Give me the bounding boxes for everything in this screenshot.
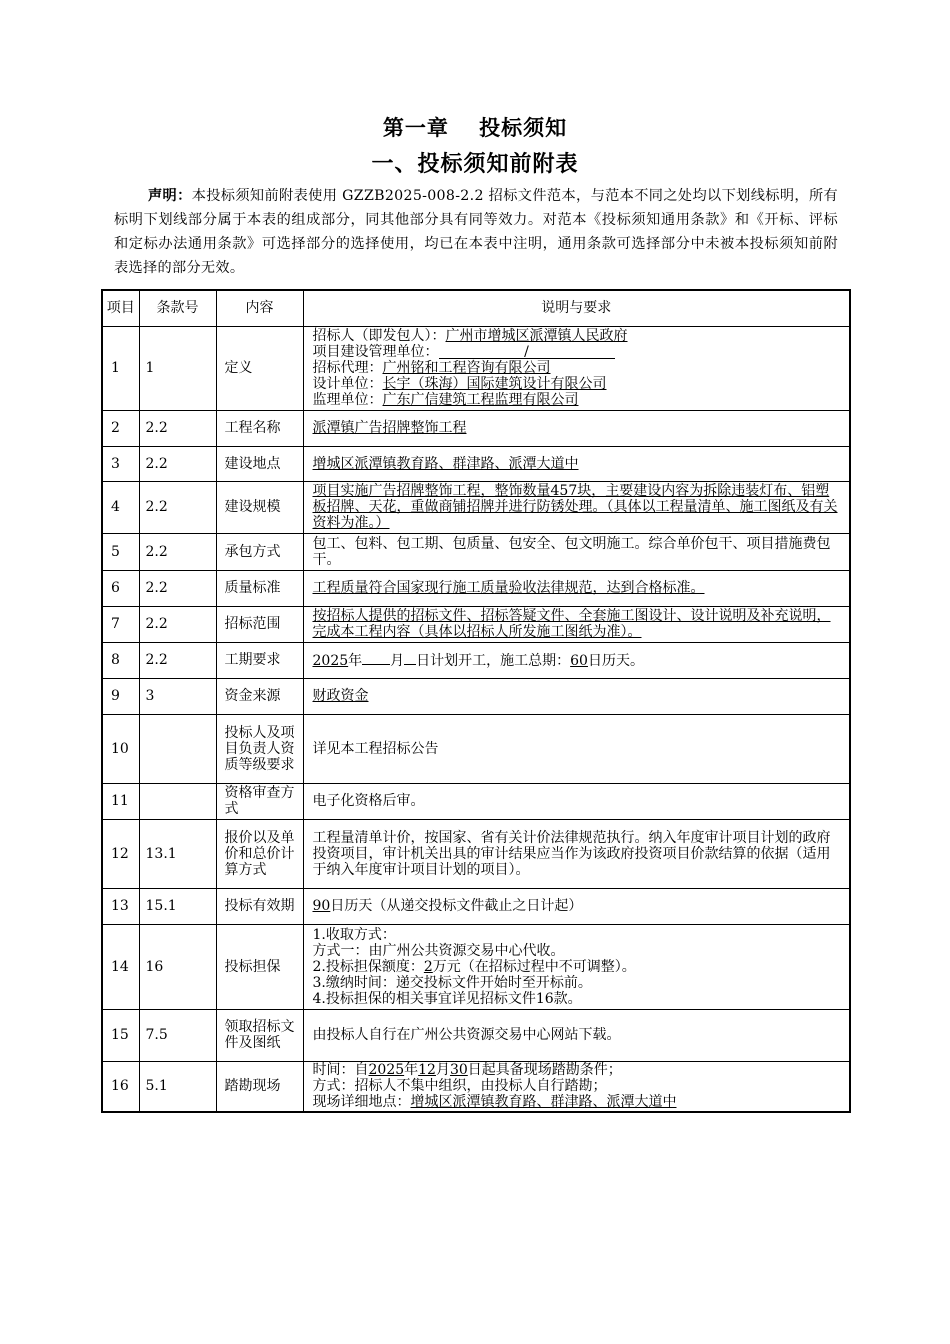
row-item: 建设地点 — [216, 446, 303, 481]
row-requirement: 增城区派潭镇教育路、群津路、派潭大道中 — [303, 446, 850, 481]
row-no: 5 — [102, 533, 139, 570]
row-item: 报价以及单价和总价计算方式 — [216, 819, 303, 888]
row-requirement: 工程质量符合国家现行施工质量验收法律规范，达到合格标准。 — [303, 570, 850, 606]
row-no: 9 — [102, 678, 139, 714]
row-clause: 16 — [139, 924, 216, 1009]
header-no: 项目 — [102, 290, 139, 326]
row-requirement: 详见本工程招标公告 — [303, 714, 850, 783]
row-no: 10 — [102, 714, 139, 783]
row-item: 投标人及项目负责人资质等级要求 — [216, 714, 303, 783]
table-row — [102, 606, 850, 642]
row-no: 3 — [102, 446, 139, 481]
row-no: 13 — [102, 888, 139, 924]
row-no: 4 — [102, 481, 139, 533]
table-row — [102, 410, 850, 446]
design-unit-value: 长宇（珠海）国际建筑设计有限公司 — [382, 376, 607, 392]
row-clause — [139, 714, 216, 783]
row-no: 1 — [102, 326, 139, 410]
header-requirement: 说明与要求 — [303, 290, 850, 326]
row-clause: 7.5 — [139, 1009, 216, 1061]
row-item: 踏勘现场 — [216, 1061, 303, 1112]
row-requirement: 由投标人自行在广州公共资源交易中心网站下载。 — [303, 1009, 850, 1061]
row-item: 投标有效期 — [216, 888, 303, 924]
row-requirement: 电子化资格后审。 — [303, 783, 850, 819]
chapter-title: 第一章 投标须知 — [382, 115, 568, 140]
row-item: 资金来源 — [216, 678, 303, 714]
row-item: 质量标准 — [216, 570, 303, 606]
bid-notice-table — [101, 289, 851, 1113]
declaration-label: 声明： — [148, 188, 192, 204]
row-clause: 2.2 — [139, 533, 216, 570]
row-requirement: 按招标人提供的招标文件、招标答疑文件、全套施工图设计、设计说明及补充说明，完成本工程内容（具体以招标人所发施工图纸为准）。 — [303, 606, 850, 642]
row-requirement: 1.收取方式： 方式一：由广州公共资源交易中心代收。 2.投标担保额度：2万元（在招标过程中不可调整）。 3.缴纳时间：递交投标文件开始时至开标前。 4.投标担保的相关事宜详见招标文件16款。 — [303, 924, 850, 1009]
row-clause: 2.2 — [139, 446, 216, 481]
row-clause — [139, 783, 216, 819]
table-row — [102, 1009, 850, 1061]
table-row — [102, 714, 850, 783]
table-row — [102, 533, 850, 570]
row-item: 工程名称 — [216, 410, 303, 446]
row-requirement: 包工、包料、包工期、包质量、包安全、包文明施工。综合单价包干、项目措施费包干。 — [303, 533, 850, 570]
row-no: 12 — [102, 819, 139, 888]
row-clause: 2.2 — [139, 606, 216, 642]
row-no: 6 — [102, 570, 139, 606]
table-row — [102, 1061, 850, 1112]
row-clause: 2.2 — [139, 410, 216, 446]
row-requirement: 派潭镇广告招牌整饰工程 — [303, 410, 850, 446]
row-item: 承包方式 — [216, 533, 303, 570]
row-no: 2 — [102, 410, 139, 446]
row-requirement: 时间：自2025年12月30日起具备现场踏勘条件； 方式：招标人不集中组织，由投标人自行踏勘； 现场详细地点：增城区派潭镇教育路、群津路、派潭大道中 — [303, 1061, 850, 1112]
row-item: 资格审查方式 — [216, 783, 303, 819]
row-clause: 15.1 — [139, 888, 216, 924]
table-row — [102, 783, 850, 819]
declaration-text: 本投标须知前附表使用 GZZB2025-008-2.2 招标文件范本，与范本不同之处均以下划线标明，所有标明下划线部分属于本表的组成部分，同其他部分具有同等效力。对范本《投标须知通用条款》和《开标、评标和定标办法通用条款》可选择部分的选择使用，均已在本表中注明，通用条款可选择部分中未被本投标须知前附表选择的部分无效。 — [114, 188, 838, 276]
header-clause: 条款号 — [139, 290, 216, 326]
row-requirement: 财政资金 — [303, 678, 850, 714]
row-no: 8 — [102, 642, 139, 678]
row-item: 投标担保 — [216, 924, 303, 1009]
row-item: 领取招标文件及图纸 — [216, 1009, 303, 1061]
table-row — [102, 570, 850, 606]
table-row — [102, 819, 850, 888]
row-clause: 2.2 — [139, 570, 216, 606]
row-item: 定义 — [216, 326, 303, 410]
row-clause: 2.2 — [139, 481, 216, 533]
table-row — [102, 888, 850, 924]
row-clause: 13.1 — [139, 819, 216, 888]
row-clause: 2.2 — [139, 642, 216, 678]
row-no: 11 — [102, 783, 139, 819]
declaration-paragraph — [114, 184, 838, 280]
row-no: 15 — [102, 1009, 139, 1061]
section-title: 一、投标须知前附表 — [371, 151, 579, 177]
table-row — [102, 642, 850, 678]
table-row — [102, 326, 850, 410]
row-clause: 1 — [139, 326, 216, 410]
agent-value: 广州铭和工程咨询有限公司 — [382, 360, 551, 376]
tenderer-value: 广州市增城区派潭镇人民政府 — [445, 328, 628, 344]
table-row — [102, 924, 850, 1009]
row-no: 7 — [102, 606, 139, 642]
table-row — [102, 678, 850, 714]
row-requirement: 招标人（即发包人）：广州市增城区派潭镇人民政府 项目建设管理单位： / 招标代理：广州铭和工程咨询有限公司 设计单位：长宇（珠海）国际建筑设计有限公司 监理单位：广东广信建筑工程监理有限公司 — [303, 326, 850, 410]
row-clause: 5.1 — [139, 1061, 216, 1112]
row-no: 16 — [102, 1061, 139, 1112]
row-clause: 3 — [139, 678, 216, 714]
row-requirement: 项目实施广告招牌整饰工程，整饰数量457块，主要建设内容为拆除违装灯布、铝塑板招牌、天花，重做商铺招牌并进行防锈处理。（具体以工程量清单、施工图纸及有关资料为准。） — [303, 481, 850, 533]
row-requirement: 90日历天（从递交投标文件截止之日计起） — [303, 888, 850, 924]
row-no: 14 — [102, 924, 139, 1009]
row-item: 工期要求 — [216, 642, 303, 678]
row-item: 建设规模 — [216, 481, 303, 533]
header-item: 内容 — [216, 290, 303, 326]
row-requirement: 工程量清单计价，按国家、省有关计价法律规范执行。纳入年度审计项目计划的政府投资项目，审计机关出具的审计结果应当作为该政府投资项目价款结算的依据（适用于纳入年度审计项目计划的项目）。 — [303, 819, 850, 888]
table-header-row — [102, 290, 850, 326]
management-unit-value: / — [439, 344, 615, 359]
row-requirement: 2025年 月 日计划开工，施工总期：60日历天。 — [303, 642, 850, 678]
table-row — [102, 446, 850, 481]
row-item: 招标范围 — [216, 606, 303, 642]
table-row — [102, 481, 850, 533]
supervision-unit-value: 广东广信建筑工程监理有限公司 — [382, 392, 579, 408]
